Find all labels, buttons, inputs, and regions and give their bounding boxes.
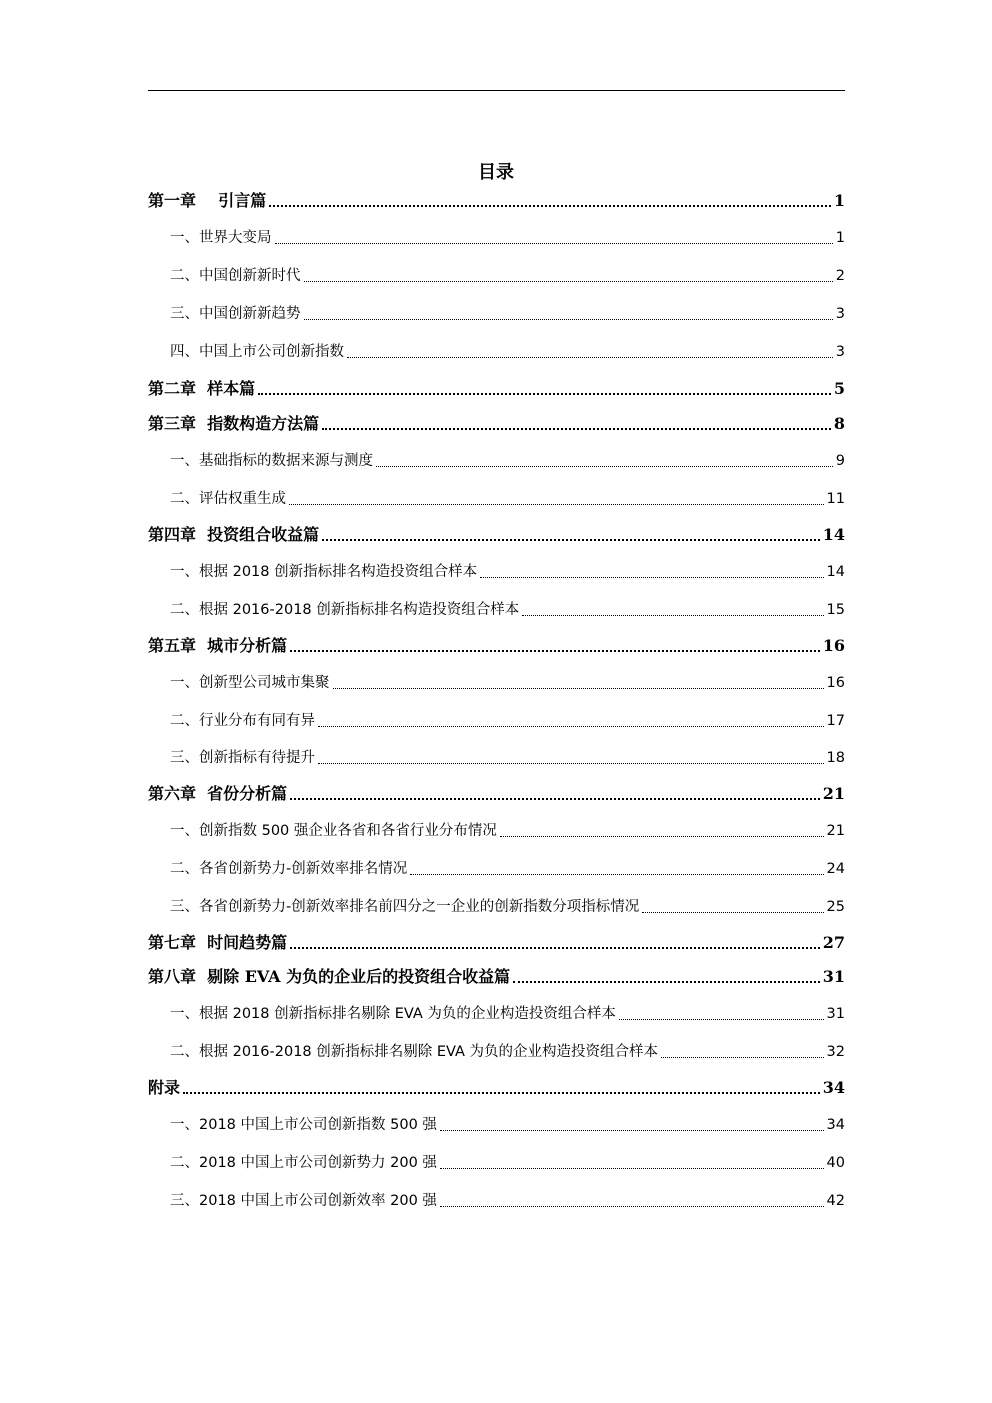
toc-entry-label: 附录	[148, 1078, 181, 1097]
toc-entry-label: 第六章 省份分析篇	[148, 784, 288, 803]
dot-leader	[290, 798, 820, 800]
toc-entry-section[interactable]	[148, 1110, 845, 1136]
toc-entry-chapter-3[interactable]	[148, 409, 845, 435]
toc-entry-label: 第五章 城市分析篇	[148, 636, 288, 655]
toc-entry-label: 三、创新指标有待提升	[170, 750, 315, 766]
toc-entry-label: 三、2018 中国上市公司创新效率 200 强	[170, 1193, 437, 1209]
toc-entry-label: 二、2018 中国上市公司创新势力 200 强	[170, 1155, 437, 1171]
toc-entry-page: 24	[826, 861, 845, 877]
toc-entry-page: 32	[826, 1044, 845, 1060]
dot-leader	[290, 947, 820, 949]
toc-entry-page: 11	[826, 491, 845, 507]
toc-entry-section[interactable]	[148, 816, 845, 842]
toc-entry-chapter-2[interactable]	[148, 374, 845, 400]
toc-entry-section[interactable]	[148, 299, 845, 325]
toc-entry-page: 3	[835, 306, 845, 322]
dot-leader	[290, 650, 820, 652]
dot-leader	[376, 466, 833, 467]
dot-leader	[289, 504, 824, 505]
toc-entry-section[interactable]	[148, 892, 845, 918]
toc-entry-label: 二、根据 2016-2018 创新指标排名剔除 EVA 为负的企业构造投资组合样本	[170, 1044, 659, 1060]
toc-entry-page: 8	[833, 414, 845, 433]
toc-entry-chapter-6[interactable]	[148, 779, 845, 805]
toc-entry-label: 二、根据 2016-2018 创新指标排名构造投资组合样本	[170, 602, 520, 618]
dot-leader	[619, 1019, 824, 1020]
dot-leader	[322, 428, 831, 430]
toc-entry-appendix[interactable]	[148, 1073, 845, 1099]
toc-entry-page: 34	[822, 1078, 845, 1097]
dot-leader	[258, 393, 831, 395]
toc-entry-page: 17	[826, 713, 845, 729]
toc-entry-label: 第一章 引言篇	[148, 191, 267, 210]
dot-leader	[513, 981, 820, 983]
dot-leader	[440, 1130, 824, 1131]
toc-entry-page: 31	[822, 967, 845, 986]
dot-leader	[347, 357, 833, 358]
toc-entry-page: 5	[833, 379, 845, 398]
toc-entry-page: 21	[826, 823, 845, 839]
toc-entry-page: 9	[835, 453, 845, 469]
toc-entry-page: 16	[822, 636, 845, 655]
dot-leader	[642, 912, 823, 913]
toc-entry-page: 40	[826, 1155, 845, 1171]
toc-entry-page: 34	[826, 1117, 845, 1133]
dot-leader	[322, 539, 820, 541]
toc-entry-section[interactable]	[148, 668, 845, 694]
toc-entry-label: 第七章 时间趋势篇	[148, 933, 288, 952]
toc-entry-label: 一、世界大变局	[170, 230, 272, 246]
toc-entry-label: 二、评估权重生成	[170, 491, 286, 507]
toc-entry-label: 一、创新指数 500 强企业各省和各省行业分布情况	[170, 823, 497, 839]
toc-entry-section[interactable]	[148, 595, 845, 621]
dot-leader	[333, 688, 824, 689]
dot-leader	[304, 281, 833, 282]
toc-entry-label: 一、创新型公司城市集聚	[170, 675, 330, 691]
toc-entry-page: 42	[826, 1193, 845, 1209]
dot-leader	[183, 1092, 820, 1094]
dot-leader	[500, 836, 824, 837]
toc-entry-page: 18	[826, 750, 845, 766]
toc-entry-label: 第四章 投资组合收益篇	[148, 525, 320, 544]
dot-leader	[440, 1206, 824, 1207]
dot-leader	[522, 615, 823, 616]
toc-entry-label: 一、根据 2018 创新指标排名构造投资组合样本	[170, 564, 478, 580]
toc-entry-label: 二、行业分布有同有异	[170, 713, 315, 729]
toc-entry-page: 1	[833, 191, 845, 210]
dot-leader	[318, 726, 824, 727]
toc-entry-page: 3	[835, 344, 845, 360]
toc-entry-section[interactable]	[148, 261, 845, 287]
toc-entry-label: 一、2018 中国上市公司创新指数 500 强	[170, 1117, 437, 1133]
toc-entry-label: 三、中国创新新趋势	[170, 306, 301, 322]
toc-entry-page: 2	[835, 268, 845, 284]
toc-entry-chapter-5[interactable]	[148, 631, 845, 657]
toc-entry-chapter-8[interactable]	[148, 962, 845, 988]
toc-entry-section[interactable]	[148, 743, 845, 769]
toc-entry-section[interactable]	[148, 337, 845, 363]
toc-entry-section[interactable]	[148, 484, 845, 510]
dot-leader	[410, 874, 823, 875]
toc-entry-section[interactable]	[148, 1148, 845, 1174]
toc-entry-page: 25	[826, 899, 845, 915]
toc-entry-page: 27	[822, 933, 845, 952]
dot-leader	[304, 319, 833, 320]
dot-leader	[661, 1057, 824, 1058]
toc-entry-label: 二、中国创新新时代	[170, 268, 301, 284]
toc-entry-section[interactable]	[148, 1186, 845, 1212]
toc-entry-section[interactable]	[148, 706, 845, 732]
toc-entry-label: 一、根据 2018 创新指标排名剔除 EVA 为负的企业构造投资组合样本	[170, 1006, 616, 1022]
toc-entry-page: 16	[826, 675, 845, 691]
toc-title: 目录	[478, 162, 514, 183]
dot-leader	[269, 205, 831, 207]
toc-entry-section[interactable]	[148, 854, 845, 880]
toc-entry-page: 14	[822, 525, 845, 544]
toc-entry-label: 第八章 剔除 EVA 为负的企业后的投资组合收益篇	[148, 967, 511, 986]
toc-entry-page: 14	[826, 564, 845, 580]
dot-leader	[440, 1168, 824, 1169]
toc-entry-section[interactable]	[148, 446, 845, 472]
toc-entry-chapter-4[interactable]	[148, 520, 845, 546]
toc-entry-page: 21	[822, 784, 845, 803]
toc-entry-page: 15	[826, 602, 845, 618]
toc-entry-chapter-1[interactable]	[148, 186, 845, 212]
toc-entry-section[interactable]	[148, 999, 845, 1025]
header-rule	[148, 90, 845, 91]
toc-entry-page: 1	[835, 230, 845, 246]
dot-leader	[318, 763, 824, 764]
toc-entry-section[interactable]	[148, 223, 845, 249]
dot-leader	[480, 577, 823, 578]
toc-entry-label: 第三章 指数构造方法篇	[148, 414, 320, 433]
toc-entry-label: 二、各省创新势力-创新效率排名情况	[170, 861, 408, 877]
toc-entry-page: 31	[826, 1006, 845, 1022]
toc-entry-label: 四、中国上市公司创新指数	[170, 344, 344, 360]
toc-entry-label: 一、基础指标的数据来源与测度	[170, 453, 373, 469]
toc-entry-label: 第二章 样本篇	[148, 379, 256, 398]
toc-entry-section[interactable]	[148, 1037, 845, 1063]
dot-leader	[275, 243, 833, 244]
toc-entry-label: 三、各省创新势力-创新效率排名前四分之一企业的创新指数分项指标情况	[170, 899, 640, 915]
toc-entry-section[interactable]	[148, 557, 845, 583]
toc-entry-chapter-7[interactable]	[148, 928, 845, 954]
